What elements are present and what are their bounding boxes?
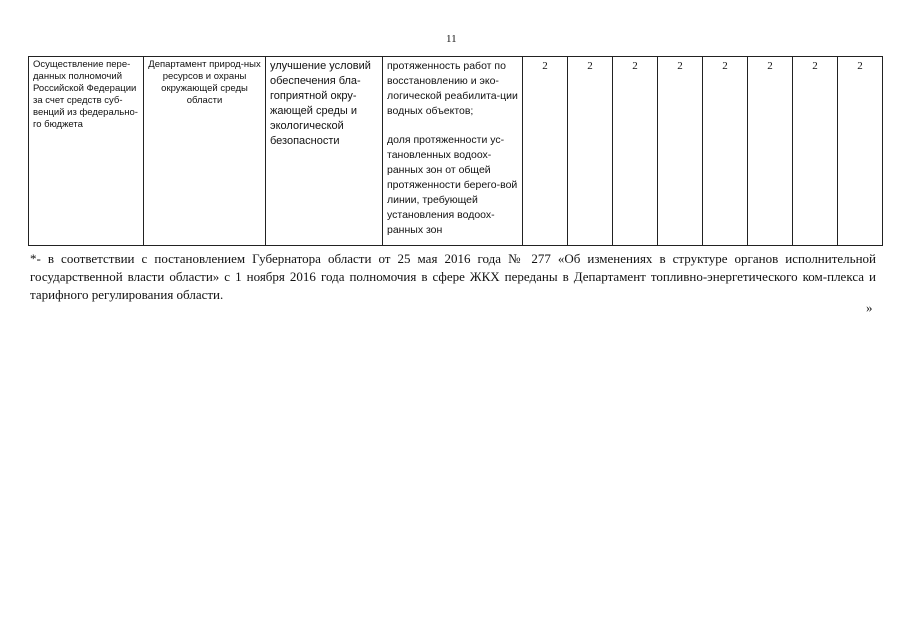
footnote: *- в соответствии с постановлением Губернатора области от 25 мая 2016 года № 277 «Об изменениях в структуре органов исполнительной государственной власти области» с 1 ноября 2016 года полномочия в сфере ЖКХ переданы в Департамент топливно-энергетического ком-плекса и тарифного регулирования области. bbox=[30, 251, 876, 302]
program-table bbox=[28, 56, 883, 246]
table-row bbox=[29, 57, 883, 246]
value-cell: 2 bbox=[523, 57, 568, 246]
value-cell: 2 bbox=[568, 57, 613, 246]
value-cell: 2 bbox=[703, 57, 748, 246]
department-cell: Департамент природ-ных ресурсов и охраны окружающей среды области bbox=[144, 57, 266, 246]
page-number: 11 bbox=[446, 33, 457, 45]
value-cell: 2 bbox=[793, 57, 838, 246]
indicator-text: протяженность работ по восстановлению и эко-логической реабилита-ции водных объектов; bbox=[387, 60, 518, 117]
activity-cell: Осуществление пере-данных полномочий Российской Федерации за счет средств суб-венций из федерально-го бюджета bbox=[29, 57, 144, 246]
value-cell: 2 bbox=[613, 57, 658, 246]
closing-quote-mark: » bbox=[866, 300, 873, 315]
indicator-cell bbox=[383, 57, 523, 246]
indicator-text: доля протяженности ус-тановленных водоох-ранных зон от общей протяженности берего-вой линии, требующей установления водоох-ранных зон bbox=[387, 134, 518, 236]
value-cell: 2 bbox=[838, 57, 883, 246]
goal-cell: улучшение условий обеспечения бла-гоприятной окру-жающей среды и экологической безопасности bbox=[266, 57, 383, 246]
value-cell: 2 bbox=[658, 57, 703, 246]
value-cell: 2 bbox=[748, 57, 793, 246]
